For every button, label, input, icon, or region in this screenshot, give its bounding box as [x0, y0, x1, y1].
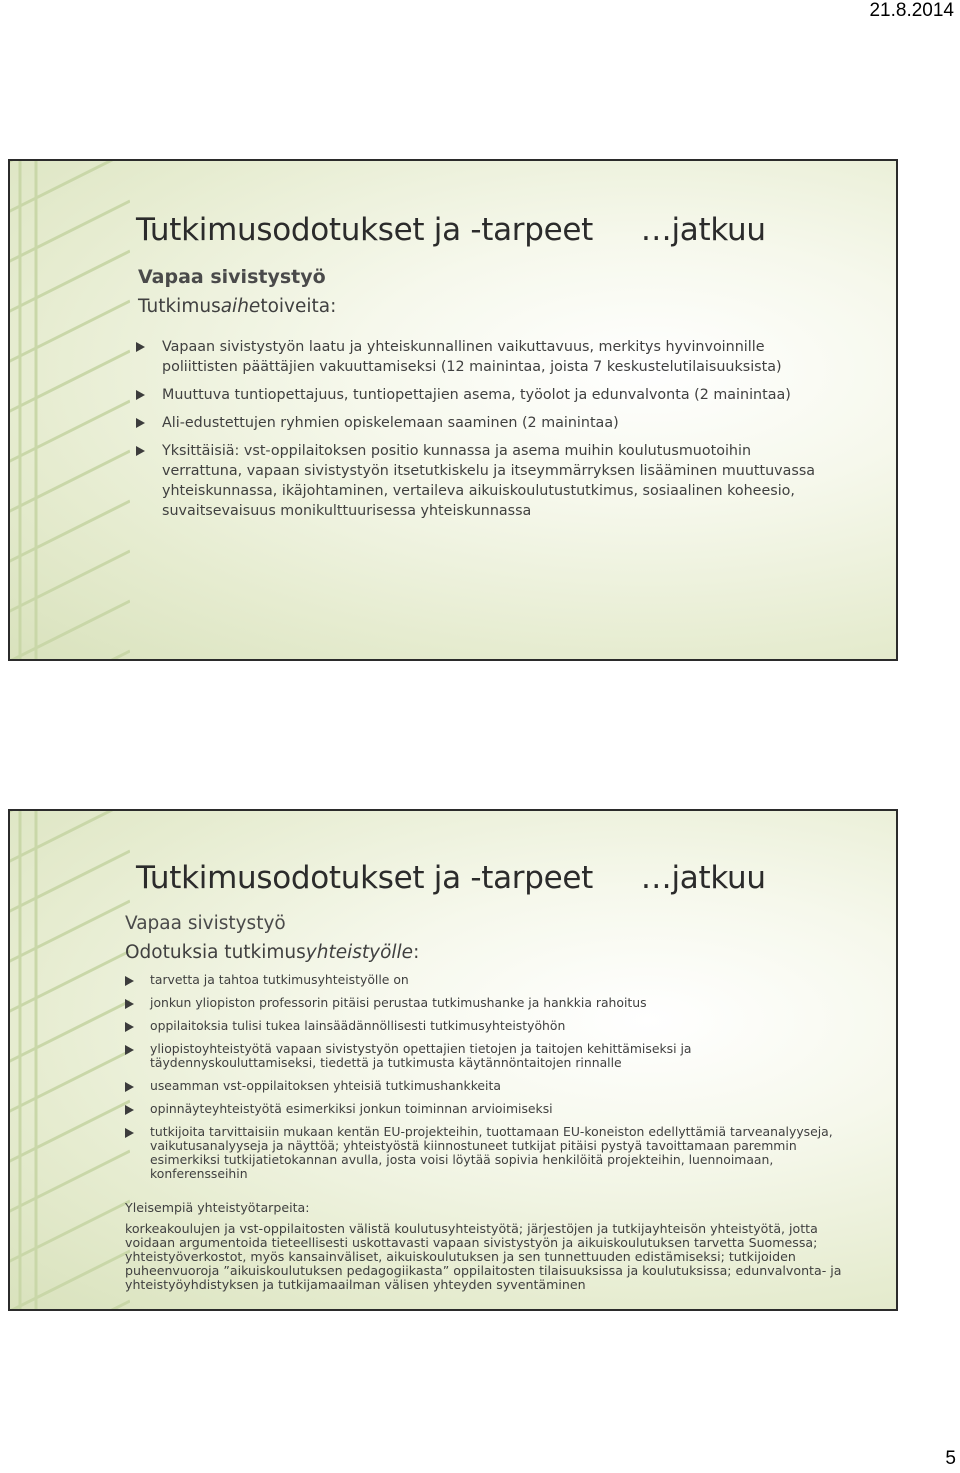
slide-subtitle: Vapaa sivistystyö [125, 913, 286, 934]
diagonal-lines-decoration [10, 811, 130, 1311]
slide-2 [8, 809, 898, 1311]
list-item-text: yliopistoyhteistyötä vapaan sivistystyön opettajien tietojen ja taitojen kehittämiseksi ja täydennyskouluttamiseksi, tiedettä ja tutkimusta käytännöntaitojen rinnalle [150, 1041, 692, 1070]
slide-subhead [125, 942, 419, 963]
list-item-text: Muuttuva tuntiopettajuus, tuntiopettajien asema, työolot ja edunvalvonta (2 mainintaa) [162, 387, 791, 403]
list-item-text: jonkun yliopiston professorin pitäisi perustaa tutkimushanke ja hankkia rahoitus [150, 995, 647, 1010]
slide-1 [8, 159, 898, 661]
list-item [136, 441, 826, 521]
list-item [136, 337, 826, 377]
triangle-bullet-icon [125, 976, 134, 986]
triangle-bullet-icon [125, 1022, 134, 1032]
list-item [125, 1102, 835, 1116]
list-item [136, 413, 826, 433]
triangle-bullet-icon [136, 418, 145, 428]
triangle-bullet-icon [136, 342, 145, 352]
section-text: korkeakoulujen ja vst-oppilaitosten välistä koulutusyhteistyötä; järjestöjen ja tutkijayhteisön yhteistyötä, jotta voidaan argumentoida tieteellisesti uskottavasti vapaan sivistystyön ja aikuiskoulutuksen tarvetta Suomessa; yhteistyöverkostot, myös kansainväliset, aikuiskoulutuksen ja sen tunnettuuden edistämiseksi; tutkijoiden puheenvuoroja ”aikuiskoulutuksen pedagogiikasta” oppilaitosten tilaisuuksissa ja koulutuksissa; edunvalvonta- ja yhteistyöyhdistyksen ja tutkijamaailman välisen yhteyden syventäminen [125, 1221, 842, 1292]
list-item-text: oppilaitoksia tulisi tukea lainsäädännöllisesti tutkimusyhteistyöhön [150, 1018, 566, 1033]
list-item-text: useamman vst-oppilaitoksen yhteisiä tutkimushankkeita [150, 1078, 501, 1093]
triangle-bullet-icon [125, 999, 134, 1009]
bullet-list [125, 973, 835, 1190]
list-item-text: Vapaan sivistystyön laatu ja yhteiskunnallinen vaikuttavuus, merkitys hyvinvoinnille poliittisten päättäjien vakuuttamiseksi (12 mainintaa, joista 7 keskustelutilaisuuksista) [162, 339, 782, 375]
list-item-text: Ali-edustettujen ryhmien opiskelemaan saaminen (2 mainintaa) [162, 415, 619, 431]
diagonal-lines-decoration [10, 161, 130, 661]
slide-title: Tutkimusodotukset ja -tarpeet …jatkuu [136, 860, 766, 896]
subhead-emphasis: yhteistyölle [305, 942, 414, 963]
list-item [125, 1042, 835, 1070]
subhead-text: Tutkimus [138, 296, 221, 317]
section-label: Yleisempiä yhteistyötarpeita: [125, 1200, 310, 1215]
triangle-bullet-icon [125, 1045, 134, 1055]
list-item [125, 1079, 835, 1093]
slide-subhead [138, 296, 336, 317]
page-date: 21.8.2014 [869, 0, 954, 21]
bullet-list [136, 337, 826, 529]
triangle-bullet-icon [125, 1082, 134, 1092]
slide-subtitle: Vapaa sivistystyö [138, 266, 326, 288]
list-item [125, 996, 835, 1010]
list-item [125, 1019, 835, 1033]
list-item [125, 973, 835, 987]
list-item-text: opinnäyteyhteistyötä esimerkiksi jonkun toiminnan arvioimiseksi [150, 1101, 553, 1116]
list-item-text: tutkijoita tarvittaisiin mukaan kentän EU-projekteihin, tuottamaan EU-koneiston edellyttämiä tarveanalyyseja, vaikutusanalyyseja ja näyttöä; yhteistyöstä kiinnostuneet tutkijat pitäisi pystyä tavoittamaan paremmin esimerkiksi tutkijatietokannan avulla, josta voisi löytää sopivia henkilöitä projekteihin, luennoimaan, konferensseihin [150, 1124, 833, 1181]
triangle-bullet-icon [125, 1105, 134, 1115]
triangle-bullet-icon [136, 446, 145, 456]
triangle-bullet-icon [136, 390, 145, 400]
page-number: 5 [945, 1448, 956, 1469]
list-item-text: Yksittäisiä: vst-oppilaitoksen positio kunnassa ja asema muihin koulutusmuotoihin verrattuna, vapaan sivistystyön itsetutkiskelu ja itseymmärryksen lisääminen muuttuvassa yhteiskunnassa, ikäjohtaminen, vertaileva aikuiskoulutustutkimus, sosiaalinen koheesio, suvaitsevaisuus monikulttuurisessa yhteiskunnassa [162, 443, 816, 519]
subhead-text-end: : [413, 942, 420, 963]
subhead-text: Odotuksia tutkimus [125, 942, 306, 963]
list-item-text: tarvetta ja tahtoa tutkimusyhteistyölle on [150, 972, 409, 987]
list-item [125, 1125, 835, 1181]
slide-title: Tutkimusodotukset ja -tarpeet …jatkuu [136, 212, 766, 248]
subhead-emphasis: aihe [220, 296, 261, 317]
subhead-text-end: toiveita: [260, 296, 337, 317]
list-item [136, 385, 826, 405]
triangle-bullet-icon [125, 1128, 134, 1138]
